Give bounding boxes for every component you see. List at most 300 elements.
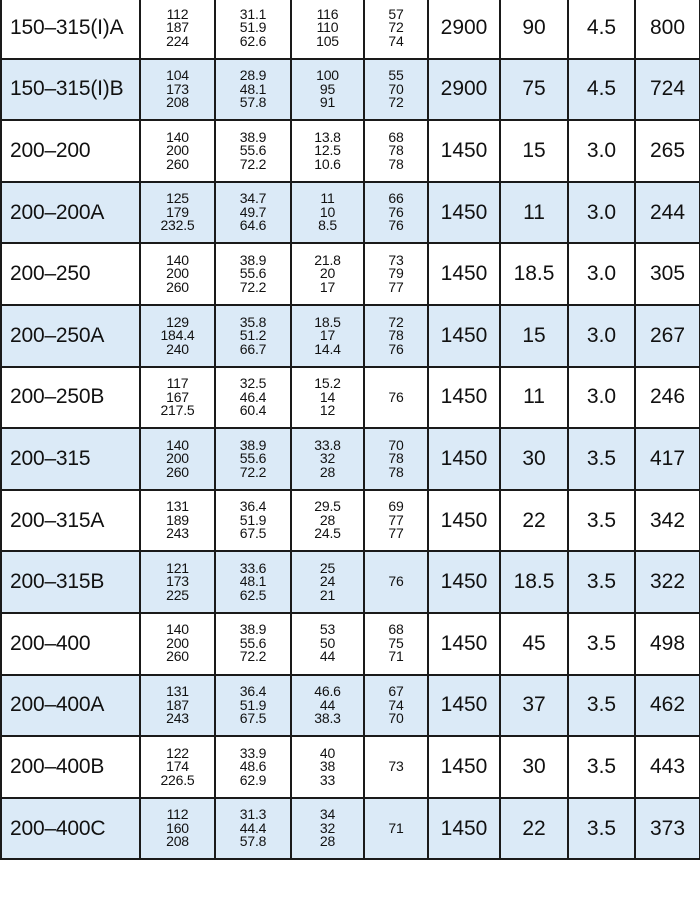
- model-cell: 150–315(I)B: [1, 59, 140, 121]
- cell-value: 77: [388, 525, 404, 542]
- speed-cell: 1450: [428, 675, 500, 737]
- cell-value: 72: [388, 19, 404, 36]
- cell-value: 48.1: [239, 573, 267, 590]
- flow-ls-cell: [215, 305, 291, 367]
- cell-value: 75: [388, 634, 404, 651]
- cell-value: 95: [319, 80, 336, 97]
- cell-value: 33.8: [314, 436, 341, 453]
- head-cell: [291, 367, 364, 429]
- cell-value: 167: [166, 388, 189, 405]
- cell-value: 69: [388, 498, 404, 515]
- cell-value: 70: [388, 710, 404, 727]
- npsh-cell: 3.5: [568, 428, 635, 490]
- cell-value: 8.5: [318, 217, 337, 234]
- flow-m3h-cell: [140, 59, 215, 121]
- cell-value: 21: [319, 586, 336, 603]
- cell-value: 34: [319, 806, 336, 823]
- cell-value: 33.6: [239, 559, 267, 576]
- cell-value: 51.2: [239, 327, 267, 344]
- efficiency-cell: [364, 613, 428, 675]
- cell-value: 140: [166, 621, 189, 638]
- speed-cell: 1450: [428, 798, 500, 860]
- model-cell: 200–250: [1, 243, 140, 305]
- efficiency-cell: [364, 367, 428, 429]
- cell-value: 20: [319, 265, 336, 282]
- cell-value: 31.1: [239, 5, 267, 22]
- table-row: [1, 0, 700, 59]
- cell-value: 24: [319, 573, 336, 590]
- cell-value: 51.9: [239, 511, 267, 528]
- head-cell: [291, 305, 364, 367]
- npsh-cell: 3.0: [568, 120, 635, 182]
- efficiency-cell: [364, 428, 428, 490]
- model-cell: 150–315(I)A: [1, 0, 140, 59]
- cell-value: 46.6: [314, 683, 341, 700]
- weight-cell: 462: [635, 675, 700, 737]
- cell-value: 28: [319, 833, 336, 850]
- cell-value: 62.9: [239, 771, 267, 788]
- cell-value: 131: [166, 498, 189, 515]
- speed-cell: 1450: [428, 613, 500, 675]
- efficiency-cell: [364, 182, 428, 244]
- efficiency-cell: [364, 490, 428, 552]
- cell-value: 121: [166, 559, 189, 576]
- cell-value: 260: [166, 155, 189, 172]
- cell-value: 173: [166, 80, 189, 97]
- head-cell: [291, 182, 364, 244]
- cell-value: 50: [319, 634, 336, 651]
- cell-value: 78: [388, 155, 404, 172]
- cell-value: 48.1: [239, 80, 267, 97]
- cell-value: 15.2: [314, 375, 341, 392]
- flow-ls-cell: [215, 798, 291, 860]
- cell-value: 18.5: [314, 313, 341, 330]
- cell-value: 140: [166, 436, 189, 453]
- power-cell: 75: [500, 59, 568, 121]
- head-cell: [291, 798, 364, 860]
- cell-value: 72.2: [239, 463, 267, 480]
- flow-ls-cell: [215, 367, 291, 429]
- table-row: [1, 613, 700, 675]
- head-cell: [291, 428, 364, 490]
- table-row: [1, 367, 700, 429]
- npsh-cell: 4.5: [568, 0, 635, 59]
- cell-value: 38.3: [314, 710, 341, 727]
- power-cell: 45: [500, 613, 568, 675]
- cell-value: 200: [166, 142, 189, 159]
- weight-cell: 724: [635, 59, 700, 121]
- cell-value: 117: [166, 375, 189, 392]
- efficiency-cell: [364, 243, 428, 305]
- cell-value: 60.4: [239, 402, 267, 419]
- cell-value: 78: [388, 142, 404, 159]
- cell-value: 76: [388, 388, 404, 405]
- power-cell: 15: [500, 305, 568, 367]
- table-row: [1, 490, 700, 552]
- cell-value: 34.7: [239, 190, 267, 207]
- cell-value: 38.9: [239, 621, 267, 638]
- power-cell: 11: [500, 182, 568, 244]
- model-cell: 200–200: [1, 120, 140, 182]
- speed-cell: 1450: [428, 551, 500, 613]
- cell-value: 187: [166, 696, 189, 713]
- flow-m3h-cell: [140, 120, 215, 182]
- model-cell: 200–315A: [1, 490, 140, 552]
- cell-value: 57: [388, 5, 404, 22]
- cell-value: 179: [166, 203, 189, 220]
- flow-m3h-cell: [140, 613, 215, 675]
- cell-value: 70: [388, 80, 404, 97]
- weight-cell: 305: [635, 243, 700, 305]
- power-cell: 18.5: [500, 551, 568, 613]
- weight-cell: 267: [635, 305, 700, 367]
- cell-value: 160: [166, 819, 189, 836]
- cell-value: 71: [388, 648, 404, 665]
- flow-ls-cell: [215, 59, 291, 121]
- table-row: [1, 243, 700, 305]
- cell-value: 55.6: [239, 634, 267, 651]
- power-cell: 11: [500, 367, 568, 429]
- cell-value: 72: [388, 313, 404, 330]
- cell-value: 38.9: [239, 251, 267, 268]
- head-cell: [291, 613, 364, 675]
- cell-value: 122: [166, 744, 189, 761]
- cell-value: 14.4: [314, 340, 341, 357]
- npsh-cell: 3.5: [568, 675, 635, 737]
- npsh-cell: 3.5: [568, 551, 635, 613]
- table-row: [1, 305, 700, 367]
- cell-value: 62.5: [239, 586, 267, 603]
- cell-value: 200: [166, 450, 189, 467]
- flow-m3h-cell: [140, 367, 215, 429]
- cell-value: 17: [319, 278, 336, 295]
- cell-value: 32: [319, 450, 336, 467]
- flow-m3h-cell: [140, 736, 215, 798]
- cell-value: 33.9: [239, 744, 267, 761]
- cell-value: 184.4: [160, 327, 195, 344]
- weight-cell: 373: [635, 798, 700, 860]
- cell-value: 224: [166, 32, 189, 49]
- weight-cell: 322: [635, 551, 700, 613]
- cell-value: 28.9: [239, 67, 267, 84]
- cell-value: 67.5: [239, 525, 267, 542]
- cell-value: 91: [319, 94, 336, 111]
- model-cell: 200–400: [1, 613, 140, 675]
- table-row: [1, 675, 700, 737]
- power-cell: 22: [500, 798, 568, 860]
- model-cell: 200–315B: [1, 551, 140, 613]
- weight-cell: 265: [635, 120, 700, 182]
- cell-value: 10.6: [314, 155, 341, 172]
- efficiency-cell: [364, 59, 428, 121]
- speed-cell: 1450: [428, 490, 500, 552]
- cell-value: 67: [388, 683, 404, 700]
- table-row: [1, 736, 700, 798]
- cell-value: 55.6: [239, 265, 267, 282]
- weight-cell: 244: [635, 182, 700, 244]
- speed-cell: 1450: [428, 182, 500, 244]
- flow-m3h-cell: [140, 182, 215, 244]
- cell-value: 55.6: [239, 450, 267, 467]
- cell-value: 187: [166, 19, 189, 36]
- flow-ls-cell: [215, 0, 291, 59]
- model-cell: 200–400C: [1, 798, 140, 860]
- npsh-cell: 3.0: [568, 243, 635, 305]
- cell-value: 173: [166, 573, 189, 590]
- cell-value: 38.9: [239, 128, 267, 145]
- cell-value: 51.9: [239, 19, 267, 36]
- cell-value: 243: [166, 525, 189, 542]
- flow-m3h-cell: [140, 305, 215, 367]
- power-cell: 90: [500, 0, 568, 59]
- cell-value: 11: [320, 190, 335, 207]
- cell-value: 44: [319, 648, 336, 665]
- cell-value: 66: [388, 190, 404, 207]
- power-cell: 37: [500, 675, 568, 737]
- efficiency-cell: [364, 798, 428, 860]
- model-cell: 200–400A: [1, 675, 140, 737]
- efficiency-cell: [364, 305, 428, 367]
- efficiency-cell: [364, 675, 428, 737]
- power-cell: 22: [500, 490, 568, 552]
- cell-value: 260: [166, 463, 189, 480]
- flow-ls-cell: [215, 551, 291, 613]
- cell-value: 17: [319, 327, 336, 344]
- speed-cell: 1450: [428, 305, 500, 367]
- efficiency-cell: [364, 0, 428, 59]
- head-cell: [291, 59, 364, 121]
- npsh-cell: 3.5: [568, 798, 635, 860]
- npsh-cell: 3.5: [568, 613, 635, 675]
- cell-value: 13.8: [314, 128, 341, 145]
- power-cell: 30: [500, 428, 568, 490]
- cell-value: 200: [166, 265, 189, 282]
- cell-value: 225: [166, 586, 189, 603]
- flow-ls-cell: [215, 428, 291, 490]
- cell-value: 66.7: [239, 340, 267, 357]
- head-cell: [291, 490, 364, 552]
- cell-value: 232.5: [160, 217, 195, 234]
- cell-value: 78: [388, 463, 404, 480]
- cell-value: 76: [388, 573, 404, 590]
- speed-cell: 2900: [428, 59, 500, 121]
- efficiency-cell: [364, 120, 428, 182]
- cell-value: 78: [388, 327, 404, 344]
- head-cell: [291, 0, 364, 59]
- cell-value: 48.6: [239, 758, 267, 775]
- cell-value: 10: [319, 203, 336, 220]
- cell-value: 44: [319, 696, 336, 713]
- npsh-cell: 3.5: [568, 490, 635, 552]
- npsh-cell: 3.0: [568, 305, 635, 367]
- speed-cell: 1450: [428, 243, 500, 305]
- power-cell: 18.5: [500, 243, 568, 305]
- cell-value: 24.5: [314, 525, 341, 542]
- cell-value: 36.4: [239, 683, 267, 700]
- head-cell: [291, 243, 364, 305]
- weight-cell: 342: [635, 490, 700, 552]
- cell-value: 38.9: [239, 436, 267, 453]
- cell-value: 55: [388, 67, 404, 84]
- cell-value: 38: [319, 758, 336, 775]
- head-cell: [291, 551, 364, 613]
- speed-cell: 1450: [428, 428, 500, 490]
- head-cell: [291, 675, 364, 737]
- model-cell: 200–400B: [1, 736, 140, 798]
- model-cell: 200–315: [1, 428, 140, 490]
- cell-value: 72: [388, 94, 404, 111]
- cell-value: 72.2: [239, 278, 267, 295]
- flow-m3h-cell: [140, 798, 215, 860]
- cell-value: 21.8: [314, 251, 341, 268]
- cell-value: 208: [166, 94, 189, 111]
- efficiency-cell: [364, 551, 428, 613]
- cell-value: 260: [166, 648, 189, 665]
- cell-value: 53: [319, 621, 336, 638]
- cell-value: 189: [166, 511, 189, 528]
- cell-value: 116: [316, 5, 339, 22]
- cell-value: 140: [166, 128, 189, 145]
- cell-value: 208: [166, 833, 189, 850]
- cell-value: 76: [388, 340, 404, 357]
- cell-value: 140: [166, 251, 189, 268]
- cell-value: 14: [319, 388, 336, 405]
- model-cell: 200–200A: [1, 182, 140, 244]
- cell-value: 31.3: [239, 806, 267, 823]
- table-row: [1, 798, 700, 860]
- cell-value: 12: [319, 402, 336, 419]
- cell-value: 29.5: [314, 498, 341, 515]
- flow-ls-cell: [215, 613, 291, 675]
- cell-value: 73: [388, 758, 404, 775]
- cell-value: 112: [166, 806, 189, 823]
- cell-value: 62.6: [239, 32, 267, 49]
- cell-value: 55.6: [239, 142, 267, 159]
- cell-value: 73: [388, 251, 404, 268]
- cell-value: 64.6: [239, 217, 267, 234]
- flow-m3h-cell: [140, 428, 215, 490]
- speed-cell: 1450: [428, 736, 500, 798]
- npsh-cell: 3.5: [568, 736, 635, 798]
- flow-ls-cell: [215, 182, 291, 244]
- cell-value: 44.4: [239, 819, 267, 836]
- cell-value: 131: [166, 683, 189, 700]
- cell-value: 46.4: [239, 388, 267, 405]
- cell-value: 70: [388, 436, 404, 453]
- speed-cell: 2900: [428, 0, 500, 59]
- cell-value: 76: [388, 203, 404, 220]
- cell-value: 74: [388, 32, 404, 49]
- flow-m3h-cell: [140, 0, 215, 59]
- cell-value: 200: [166, 634, 189, 651]
- cell-value: 77: [388, 511, 404, 528]
- speed-cell: 1450: [428, 367, 500, 429]
- cell-value: 79: [388, 265, 404, 282]
- flow-ls-cell: [215, 490, 291, 552]
- npsh-cell: 3.0: [568, 367, 635, 429]
- cell-value: 67.5: [239, 710, 267, 727]
- weight-cell: 246: [635, 367, 700, 429]
- cell-value: 217.5: [160, 402, 195, 419]
- flow-ls-cell: [215, 243, 291, 305]
- cell-value: 40: [319, 744, 336, 761]
- flow-ls-cell: [215, 736, 291, 798]
- table-row: [1, 59, 700, 121]
- cell-value: 32.5: [239, 375, 267, 392]
- cell-value: 32: [319, 819, 336, 836]
- table-row: [1, 428, 700, 490]
- flow-m3h-cell: [140, 551, 215, 613]
- cell-value: 68: [388, 621, 404, 638]
- cell-value: 226.5: [160, 771, 195, 788]
- table-row: [1, 120, 700, 182]
- cell-value: 100: [316, 67, 339, 84]
- flow-m3h-cell: [140, 490, 215, 552]
- cell-value: 51.9: [239, 696, 267, 713]
- cell-value: 28: [319, 511, 336, 528]
- efficiency-cell: [364, 736, 428, 798]
- flow-m3h-cell: [140, 243, 215, 305]
- weight-cell: 417: [635, 428, 700, 490]
- cell-value: 125: [166, 190, 189, 207]
- cell-value: 240: [166, 340, 189, 357]
- cell-value: 104: [166, 67, 189, 84]
- flow-ls-cell: [215, 675, 291, 737]
- cell-value: 28: [319, 463, 336, 480]
- weight-cell: 800: [635, 0, 700, 59]
- cell-value: 57.8: [239, 833, 267, 850]
- npsh-cell: 4.5: [568, 59, 635, 121]
- cell-value: 174: [166, 758, 189, 775]
- speed-cell: 1450: [428, 120, 500, 182]
- cell-value: 129: [166, 313, 189, 330]
- table-row: [1, 182, 700, 244]
- cell-value: 76: [388, 217, 404, 234]
- cell-value: 260: [166, 278, 189, 295]
- cell-value: 57.8: [239, 94, 267, 111]
- cell-value: 71: [388, 819, 404, 836]
- cell-value: 74: [388, 696, 404, 713]
- power-cell: 30: [500, 736, 568, 798]
- cell-value: 105: [316, 32, 339, 49]
- head-cell: [291, 120, 364, 182]
- cell-value: 12.5: [314, 142, 341, 159]
- flow-m3h-cell: [140, 675, 215, 737]
- cell-value: 72.2: [239, 648, 267, 665]
- cell-value: 35.8: [239, 313, 267, 330]
- weight-cell: 498: [635, 613, 700, 675]
- model-cell: 200–250A: [1, 305, 140, 367]
- weight-cell: 443: [635, 736, 700, 798]
- flow-ls-cell: [215, 120, 291, 182]
- model-cell: 200–250B: [1, 367, 140, 429]
- table-row: [1, 551, 700, 613]
- cell-value: 243: [166, 710, 189, 727]
- cell-value: 72.2: [239, 155, 267, 172]
- cell-value: 110: [316, 19, 339, 36]
- cell-value: 36.4: [239, 498, 267, 515]
- cell-value: 33: [319, 771, 336, 788]
- cell-value: 78: [388, 450, 404, 467]
- cell-value: 112: [166, 5, 189, 22]
- cell-value: 77: [388, 278, 404, 295]
- cell-value: 49.7: [239, 203, 267, 220]
- power-cell: 15: [500, 120, 568, 182]
- cell-value: 25: [319, 559, 336, 576]
- cell-value: 68: [388, 128, 404, 145]
- head-cell: [291, 736, 364, 798]
- npsh-cell: 3.0: [568, 182, 635, 244]
